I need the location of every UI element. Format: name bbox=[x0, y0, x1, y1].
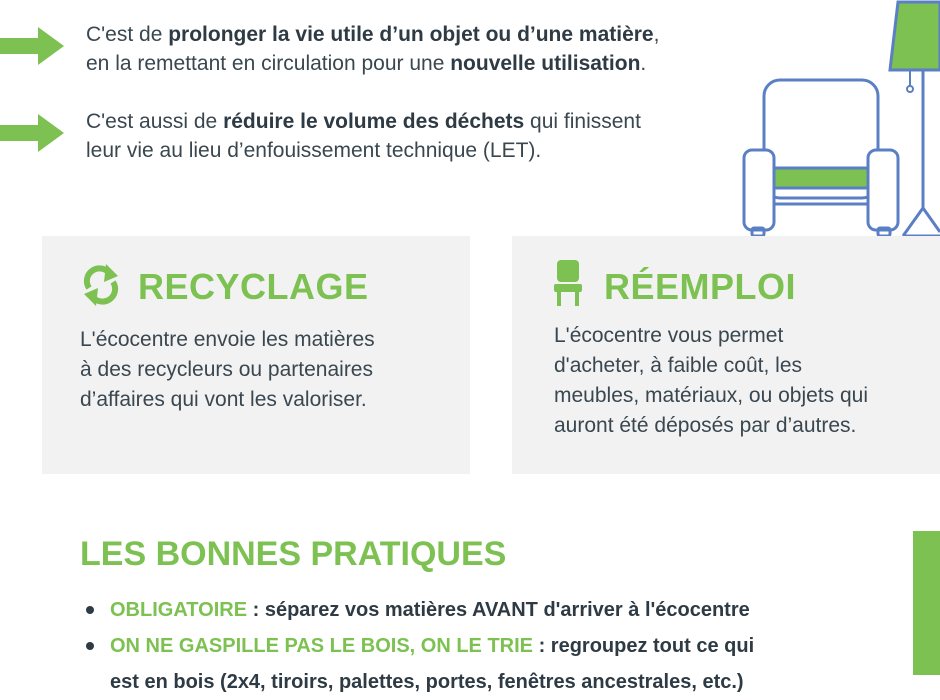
card-text: L'écocentre vous permet d'acheter, à faible coût, les meubles, matériaux, ou objets qui auront été déposés par d’autres. bbox=[554, 324, 869, 437]
list-item-continuation: est en bois (2x4, tiroirs, palettes, portes, fenêtres ancestrales, etc.) bbox=[110, 671, 744, 693]
decorative-bar bbox=[913, 531, 940, 675]
intro-paragraph-2: C'est aussi de réduire le volume des déchets qui finissent leur vie au lieu d’enfouissement technique (LET). bbox=[86, 110, 641, 162]
card-title: RÉEMPLOI bbox=[604, 266, 797, 307]
recycle-icon bbox=[82, 262, 120, 308]
card-text: L'écocentre envoie les matières à des recycleurs ou partenaires d’affaires qui vont les valoriser. bbox=[80, 328, 375, 411]
list-item: ON NE GASPILLE PAS LE BOIS, ON LE TRIE : regroupez tout ce qui bbox=[86, 628, 906, 664]
card-title: RECYCLAGE bbox=[138, 266, 369, 307]
arrow-right-icon bbox=[0, 113, 64, 153]
list-item: OBLIGATOIRE : séparez vos matières AVANT d'arriver à l'écocentre bbox=[86, 592, 906, 628]
armchair-lamp-illustration bbox=[738, 0, 940, 240]
chair-icon bbox=[554, 260, 582, 306]
recyclage-card bbox=[42, 236, 470, 474]
arrow-right-icon bbox=[0, 26, 64, 66]
practices-list bbox=[86, 592, 906, 700]
reemploi-card bbox=[512, 236, 940, 474]
intro-paragraph-1: C'est de prolonger la vie utile d’un objet ou d’une matière, en la remettant en circulation pour une nouvelle utilisation. bbox=[86, 23, 660, 75]
section-title: LES BONNES PRATIQUES bbox=[80, 535, 507, 573]
